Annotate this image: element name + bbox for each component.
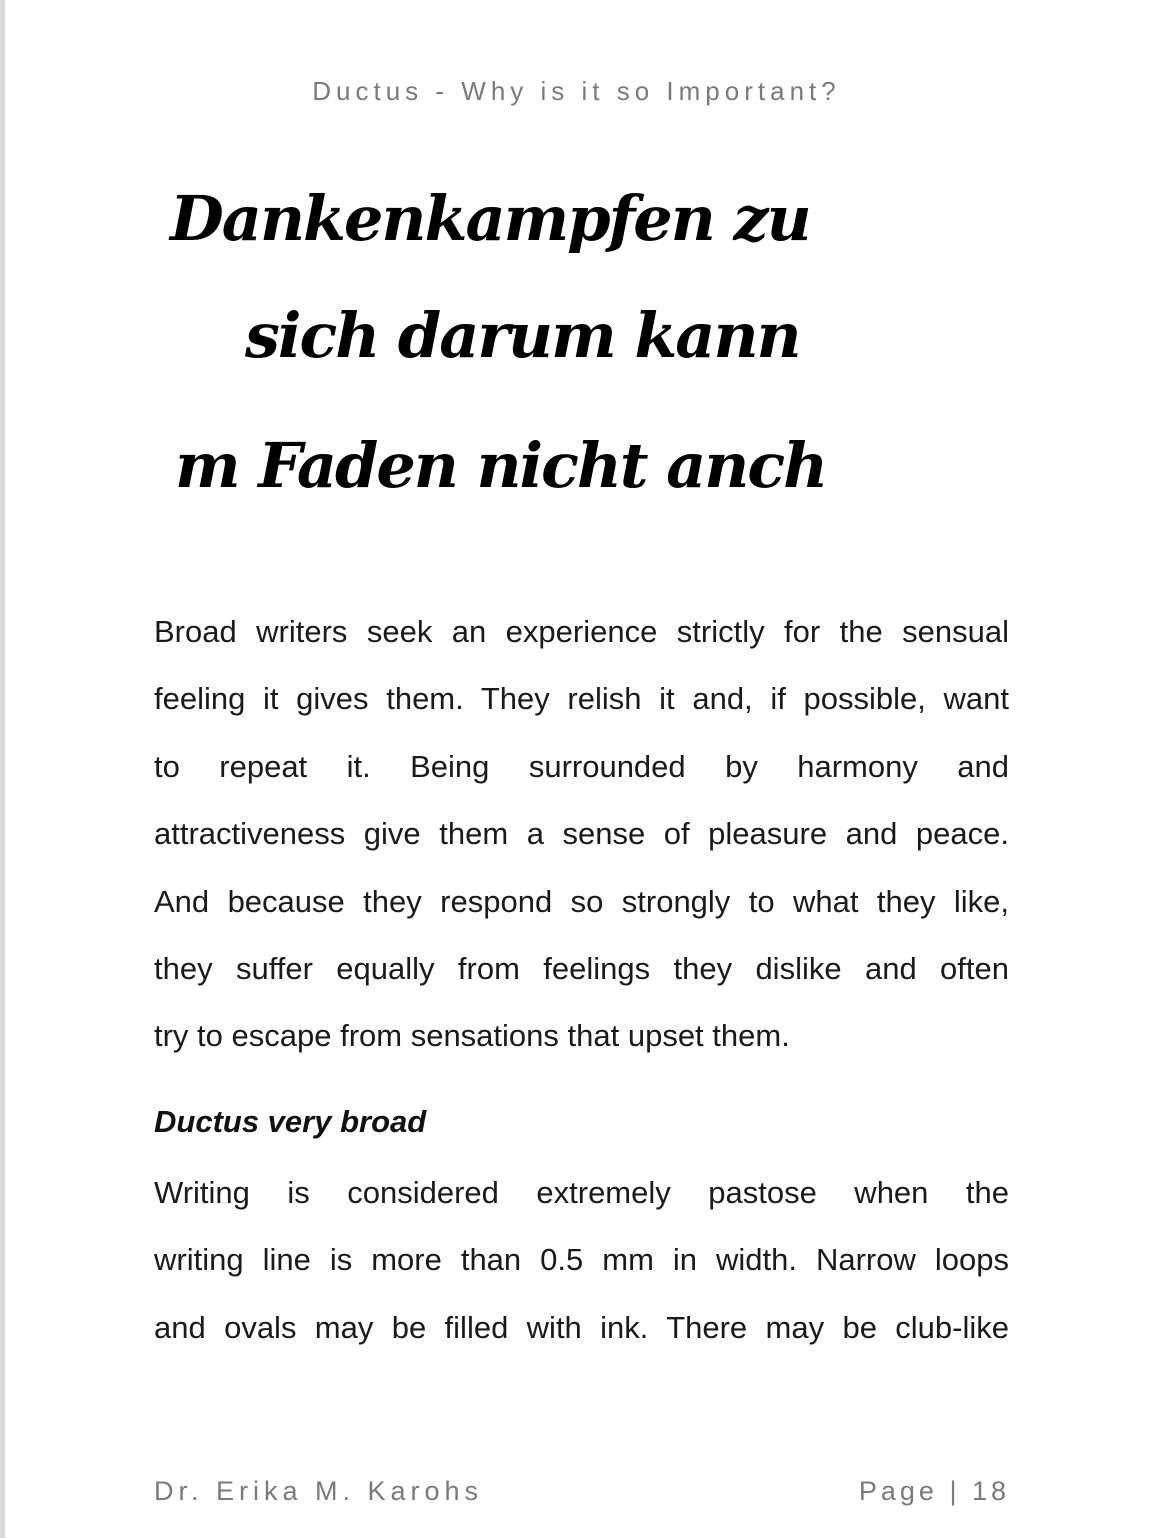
- handwriting-line: Dankenkampfen zu: [170, 182, 810, 255]
- footer-page-number: Page | 18: [858, 1476, 1010, 1506]
- text-line: try to escape from sensations that upset them.: [154, 1018, 790, 1054]
- text-line: attractiveness give them a sense of pleasure and peace.: [154, 816, 1009, 852]
- text-line: they suffer equally from feelings they dislike and often: [154, 950, 1009, 986]
- paragraph-ductus-very-broad: [154, 1159, 1009, 1361]
- footer-author: Dr. Erika M. Karohs: [154, 1476, 484, 1506]
- section-heading: Ductus very broad: [154, 1104, 427, 1139]
- text-line: Writing is considered extremely pastose when the: [154, 1175, 1009, 1210]
- handwriting-sample: [160, 170, 920, 560]
- paragraph-broad-writers: [154, 598, 1009, 1070]
- handwriting-line: sich darum kann: [245, 299, 800, 372]
- text-line: writing line is more than 0.5 mm in width. Narrow loops: [154, 1242, 1009, 1278]
- text-line: Broad writers seek an experience strictly for the sensual: [154, 614, 1009, 649]
- text-line: to repeat it. Being surrounded by harmony and: [154, 748, 1009, 784]
- page-header: Ductus - Why is it so Important?: [312, 76, 841, 106]
- handwriting-line: m Faden nicht anch: [175, 429, 827, 502]
- text-line: And because they respond so strongly to what they like,: [154, 883, 1009, 919]
- text-line: and ovals may be filled with ink. There may be club-like: [154, 1309, 1009, 1345]
- page-edge: [0, 0, 5, 1538]
- text-line: feeling it gives them. They relish it and, if possible, want: [154, 681, 1009, 717]
